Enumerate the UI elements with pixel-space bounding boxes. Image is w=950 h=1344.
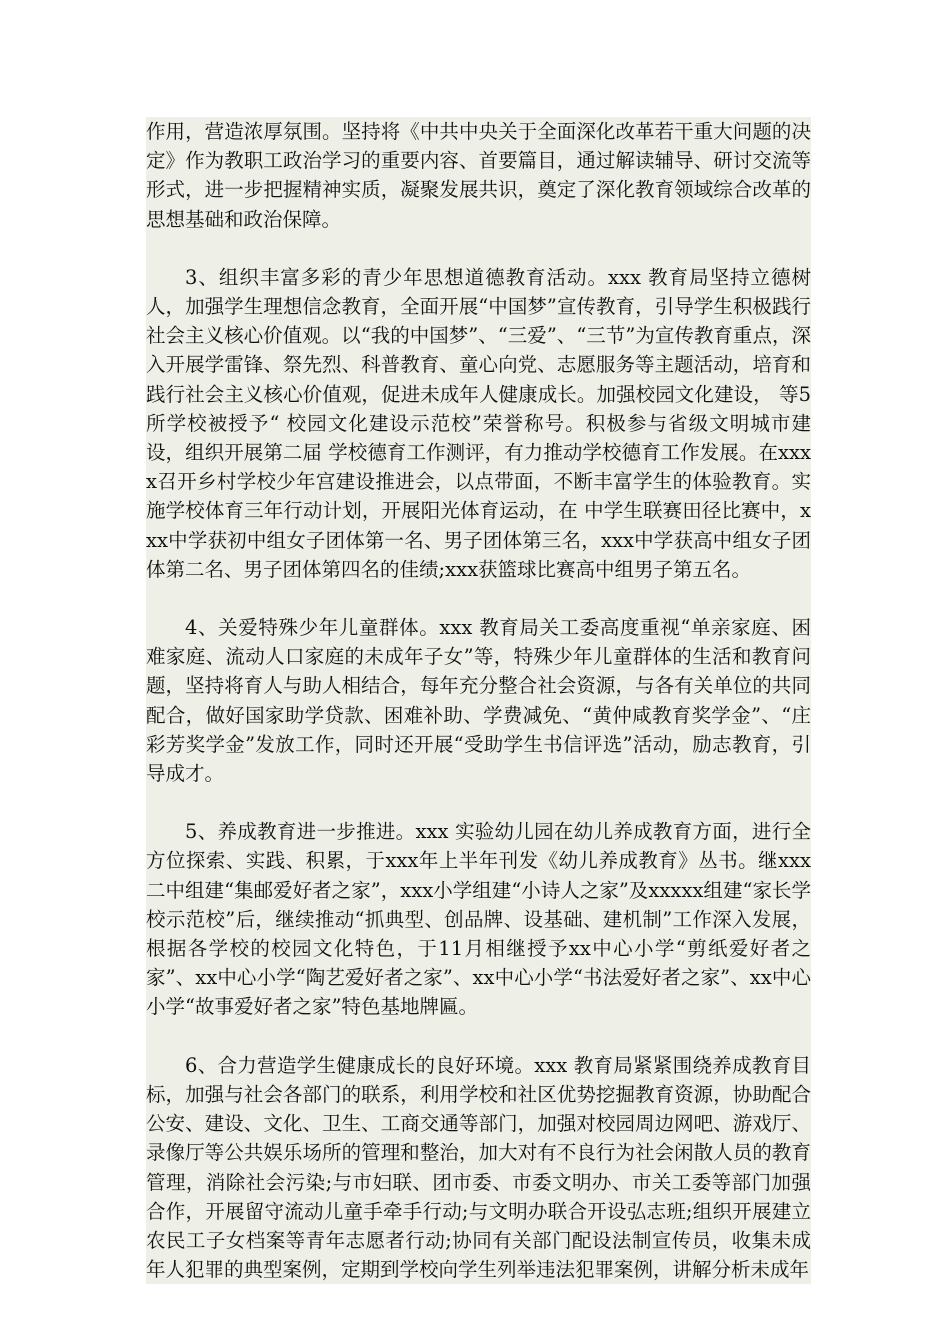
paragraph-environment: 6、合力营造学生健康成长的良好环境。xxx 教育局紧紧围绕养成教育目标，加强与社会各部门的联系，利用学校和社区优势挖掘教育资源，协助配合公安、建设、文化、卫生、工商交通等部门，加强对校园周边网吧、游戏厅、录像厅等公共娱乐场所的管理和整治，加大对有不良行为社会闲散人员的教育管理，消除社会污染;与市妇联、团市委、市委文明办、市关工委等部门加强合作，开展留守流动儿童手牵手行动;与文明办联合开设弘志班;组织开展建立农民工子女档案等青年志愿者行动;协同有关部门配设法制宣传员，收集未成年人犯罪的典型案例，定期到学校向学生列举违法犯罪案例，讲解分析未成年 <box>146 1053 811 1282</box>
paragraph-habit-education: 5、养成教育进一步推进。xxx 实验幼儿园在幼儿养成教育方面，进行全方位探索、实践、积累，于xxx年上半年刊发《幼儿养成教育》丛书。继xxx二中组建“集邮爱好者之家”，xxx小学组建“小诗人之家”及xxxxx组建“家长学校示范校”后，继续推动“抓典型、创品牌、设基础、建机制”工作深入发展，根据各学校的校园文化特色，于11月相继授予xx中心小学“剪纸爱好者之家”、xx中心小学“陶艺爱好者之家”、xx中心小学“书法爱好者之家”、xx中心小学“故事爱好者之家”特色基地牌匾。 <box>146 820 811 1019</box>
body-text <box>146 117 811 1284</box>
paragraph-special-children: 4、关爱特殊少年儿童群体。xxx 教育局关工委高度重视“单亲家庭、困难家庭、流动人口家庭的未成年子女”等，特殊少年儿童群体的生活和教育问题，坚持将育人与助人相结合，每年充分整合社会资源，与各有关单位的共同配合，做好国家助学贷款、困难补助、学费减免、“黄仲咸教育奖学金”、“庄彩芳奖学金”发放工作，同时还开展“受助学生书信评选”活动，励志教育，引导成才。 <box>146 616 811 786</box>
paragraph-moral-education: 3、组织丰富多彩的青少年思想道德教育活动。xxx 教育局坚持立德树人，加强学生理想信念教育，全面开展“中国梦”宣传教育，引导学生积极践行社会主义核心价值观。以“我的中国梦”、“三爱”、“三节”为宣传教育重点，深入开展学雷锋、祭先烈、科普教育、童心向党、志愿服务等主题活动，培育和践行社会主义核心价值观，促进未成年人健康成长。加强校园文化建设， 等5所学校被授予“ 校园文化建设示范校”荣誉称号。积极参与省级文明城市建设，组织开展第二届 学校德育工作测评，有力推动学校德育工作发展。在xxxx召开乡村学校少年宫建设推进会，以点带面，不断丰富学生的体验教育。实施学校体育三年行动计划，开展阳光体育运动，在 中学生联赛田径比赛中，xxx中学获初中组女子团体第一名、男子团体第三名，xxx中学获高中组女子团体第二名、男子团体第四名的佳绩;xxx获篮球比赛高中组男子第五名。 <box>146 265 811 581</box>
paragraph-continuation: 作用，营造浓厚氛围。坚持将《中共中央关于全面深化改革若干重大问题的决定》作为教职工政治学习的重要内容、首要篇目，通过解读辅导、研讨交流等形式，进一步把握精神实质，凝聚发展共识，奠定了深化教育领域综合改革的思想基础和政治保障。 <box>146 120 811 231</box>
paragraph-gap <box>146 788 811 817</box>
paragraph-gap <box>146 584 811 613</box>
paragraph-gap <box>146 1022 811 1051</box>
paragraph-gap <box>146 234 811 263</box>
